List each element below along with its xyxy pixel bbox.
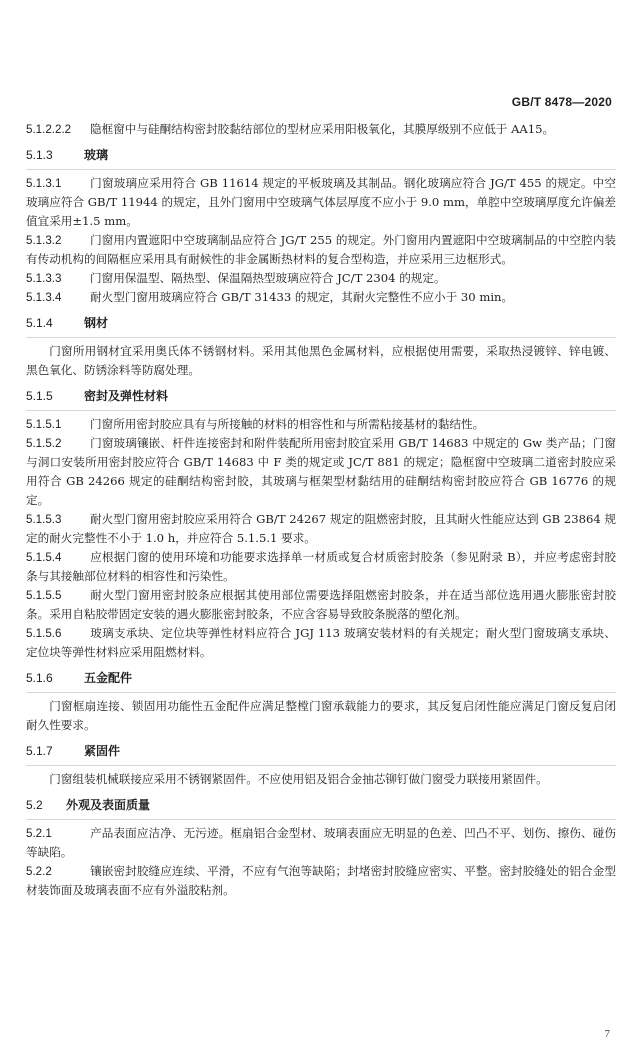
clause-number: 5.1.5.1 [26,418,62,431]
clause-number: 5.1.2.2.2 [26,123,72,136]
clause-number: 5.1.3.1 [26,177,62,190]
clause-number: 5.2.1 [26,827,52,840]
clause-text: 门窗玻璃镶嵌、杆件连接密封和附件装配所用密封胶宜采用 GB/T 14683 中规定的 Gw 类产品；门窗与洞口安装所用密封胶应符合 GB/T 14683 中 F 类的规定或 JC/T 881 的规定；隐框窗中空玻璃二道密封胶应采用符合 GB 24266 规定的硅酮结构密封胶，其玻璃与框架型材黏结用的硅酮结构密封胶应符合 GB 16776 的规定。 [26,436,616,507]
section-gap [26,662,616,669]
section-gap [26,307,616,314]
clause-item [26,288,616,307]
divider [26,410,616,411]
heading-number: 5.1.5 [26,389,53,403]
clause-item [26,415,616,434]
divider [26,819,616,820]
clause-item [26,231,616,269]
clause-item [26,862,616,900]
standard-code: GB/T 8478—2020 [511,95,612,109]
clause-number: 5.1.3.3 [26,272,62,285]
section-heading [26,387,616,406]
paragraph: 门窗组装机械联接应采用不锈钢紧固件。不应使用铝及铝合金抽芯铆钉做门窗受力联接用紧固件。 [49,772,548,786]
paragraph: 门窗所用钢材宜采用奥氏体不锈钢材料。采用其他黑色金属材料，应根据使用需要，采取热浸镀锌、锌电镀、黑色氧化、防锈涂料等防腐处理。 [26,344,616,377]
clause-text: 玻璃支承块、定位块等弹性材料应符合 JGJ 113 玻璃安装材料的有关规定；耐火型门窗玻璃支承块、定位块等弹性材料应采用阻燃材料。 [26,626,616,659]
divider [26,765,616,766]
page-number: 7 [604,1028,610,1040]
clause-item [26,586,616,624]
clause-item [26,624,616,662]
clause-text: 门窗玻璃应采用符合 GB 11614 规定的平板玻璃及其制品。钢化玻璃应符合 JG/T 455 的规定。中空玻璃应符合 GB/T 11944 的规定，且外门窗用中空玻璃气体层厚度不应小于 9.0 mm，单腔中空玻璃厚度允许偏差值宜采用±1.5 mm。 [26,176,616,228]
section-heading [26,796,616,815]
divider [26,692,616,693]
clause-item [26,269,616,288]
clause-text: 门窗用内置遮阳中空玻璃制品应符合 JG/T 255 的规定。外门窗用内置遮阳中空玻璃制品的中空腔内装有传动机构的间隔框应采用具有耐候性的非金属断热材料的复合型构造，并应采用三边框形式。 [26,233,616,266]
clause-text: 隐框窗中与硅酮结构密封胶黏结部位的型材应采用阳极氧化，其膜厚级别不应低于 AA15。 [90,122,555,136]
clause-text: 门窗所用密封胶应具有与所接触的材料的相容性和与所需粘接基材的黏结性。 [90,417,485,431]
document-body [26,120,616,900]
divider [26,337,616,338]
heading-number: 5.1.6 [26,671,53,685]
clause-number: 5.1.5.4 [26,551,62,564]
heading-title: 五金配件 [84,671,133,685]
clause-text: 耐火型门窗用密封胶条应根据其使用部位需要选择阻燃密封胶条，并在适当部位选用遇火膨胀密封胶条。采用自粘胶带固定安装的遇火膨胀密封胶条，不应含容易导致胶条脱落的塑化剂。 [26,588,616,621]
paragraph: 门窗框扇连接、锁固用功能性五金配件应满足整樘门窗承载能力的要求，其反复启闭性能应满足门窗反复启闭耐久性要求。 [26,699,616,732]
clause-item [26,434,616,510]
clause-item [26,548,616,586]
heading-number: 5.1.3 [26,148,53,162]
heading-title: 外观及表面质量 [66,798,151,812]
heading-number: 5.1.4 [26,316,53,330]
section-heading [26,314,616,333]
clause-text: 门窗用保温型、隔热型、保温隔热型玻璃应符合 JC/T 2304 的规定。 [90,271,446,285]
section-gap [26,380,616,387]
clause-number: 5.1.5.5 [26,589,62,602]
clause-number: 5.1.3.4 [26,291,62,304]
clause-number: 5.2.2 [26,865,52,878]
clause-number: 5.1.3.2 [26,234,62,247]
clause-item [26,510,616,548]
clause-number: 5.1.5.3 [26,513,62,526]
section-gap [26,789,616,796]
heading-number: 5.1.7 [26,744,53,758]
clause-item [26,824,616,862]
clause-text: 产品表面应洁净、无污迹。框扇铝合金型材、玻璃表面应无明显的色差、凹凸不平、划伤、擦伤、碰伤等缺陷。 [26,826,616,859]
section-heading [26,146,616,165]
heading-title: 紧固件 [84,744,121,758]
clause-text: 耐火型门窗用玻璃应符合 GB/T 31433 的规定，其耐火完整性不应小于 30 min。 [90,290,514,304]
clause-number: 5.1.5.2 [26,437,62,450]
heading-number: 5.2 [26,798,43,812]
clause-item [26,120,616,139]
clause-text: 镶嵌密封胶缝应连续、平滑，不应有气泡等缺陷；封堵密封胶缝应密实、平整。密封胶缝处的铝合金型材装饰面及玻璃表面不应有外溢胶粘剂。 [26,864,616,897]
heading-title: 密封及弹性材料 [84,389,169,403]
section-heading [26,669,616,688]
section-gap [26,139,616,146]
section-heading [26,742,616,761]
heading-title: 钢材 [84,316,109,330]
heading-title: 玻璃 [84,148,109,162]
clause-text: 应根据门窗的使用环境和功能要求选择单一材质或复合材质密封胶条（参见附录 B），并应考虑密封胶条与其接触部位材料的相容性和污染性。 [26,550,616,583]
divider [26,169,616,170]
clause-text: 耐火型门窗用密封胶应采用符合 GB/T 24267 规定的阻燃密封胶，且其耐火性能应达到 GB 23864 规定的耐火完整性不小于 1.0 h，并应符合 5.1.5.1 要求。 [26,512,616,545]
clause-number: 5.1.5.6 [26,627,62,640]
section-gap [26,735,616,742]
clause-item [26,174,616,231]
